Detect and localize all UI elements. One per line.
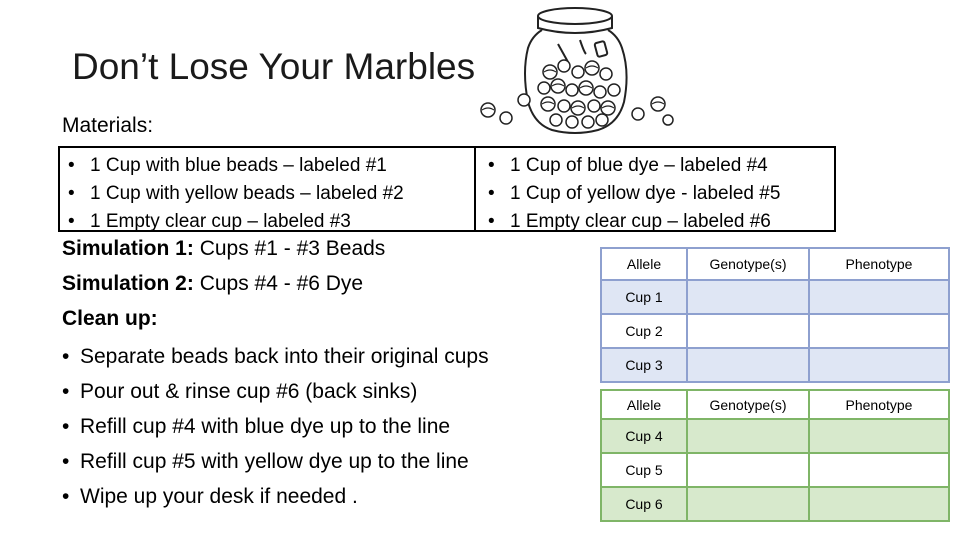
list-item: • Refill cup #4 with blue dye up to the line <box>62 409 489 444</box>
genotype-cell[interactable] <box>687 453 809 487</box>
table-header-row <box>601 248 949 280</box>
simulation-1-text: Cups #1 - #3 Beads <box>193 237 386 260</box>
table-row <box>601 419 949 453</box>
marble-jar-icon <box>472 2 682 142</box>
table-header-row <box>601 390 949 419</box>
table-row <box>601 453 949 487</box>
phenotype-cell[interactable] <box>809 314 949 348</box>
phenotype-cell[interactable] <box>809 348 949 382</box>
materials-box <box>58 146 836 232</box>
phenotype-cell[interactable] <box>809 419 949 453</box>
list-item: • 1 Empty clear cup – labeled #3 <box>68 208 404 236</box>
table-row <box>601 280 949 314</box>
column-header: Phenotype <box>809 248 949 280</box>
row-label: Cup 2 <box>601 314 687 348</box>
genotype-cell[interactable] <box>687 280 809 314</box>
list-item: • 1 Cup of yellow dye - labeled #5 <box>488 180 780 208</box>
list-item: • Wipe up your desk if needed . <box>62 479 489 514</box>
list-item: • Separate beads back into their original cups <box>62 339 489 374</box>
list-item: • 1 Cup with yellow beads – labeled #2 <box>68 180 404 208</box>
simulation-1-label: Simulation 1: <box>62 237 194 260</box>
simulation-1 <box>62 237 385 261</box>
materials-list-cups-dye <box>488 152 780 236</box>
table-row <box>601 487 949 521</box>
clean-up-label: Clean up: <box>62 307 158 330</box>
materials-label: Materials: <box>62 114 154 137</box>
genotype-cell[interactable] <box>687 314 809 348</box>
row-label: Cup 3 <box>601 348 687 382</box>
materials-divider <box>474 148 476 230</box>
simulation-2 <box>62 272 363 296</box>
row-label: Cup 1 <box>601 280 687 314</box>
column-header: Genotype(s) <box>687 390 809 419</box>
materials-list-cups-beads <box>68 152 404 236</box>
list-item: • 1 Cup with blue beads – labeled #1 <box>68 152 404 180</box>
column-header: Allele <box>601 390 687 419</box>
simulation-2-text: Cups #4 - #6 Dye <box>193 272 364 295</box>
genotype-cell[interactable] <box>687 487 809 521</box>
phenotype-cell[interactable] <box>809 280 949 314</box>
genotype-cell[interactable] <box>687 419 809 453</box>
list-item: • 1 Empty clear cup – labeled #6 <box>488 208 780 236</box>
row-label: Cup 4 <box>601 419 687 453</box>
clean-up-steps <box>62 339 489 514</box>
list-item: • Pour out & rinse cup #6 (back sinks) <box>62 374 489 409</box>
row-label: Cup 6 <box>601 487 687 521</box>
simulation-2-label: Simulation 2: <box>62 272 194 295</box>
genotype-cell[interactable] <box>687 348 809 382</box>
column-header: Phenotype <box>809 390 949 419</box>
genotype-table-dye <box>600 389 950 522</box>
column-header: Allele <box>601 248 687 280</box>
page-title: Don’t Lose Your Marbles <box>72 46 476 87</box>
list-item: • 1 Cup of blue dye – labeled #4 <box>488 152 780 180</box>
list-item: • Refill cup #5 with yellow dye up to the line <box>62 444 489 479</box>
column-header: Genotype(s) <box>687 248 809 280</box>
phenotype-cell[interactable] <box>809 487 949 521</box>
phenotype-cell[interactable] <box>809 453 949 487</box>
row-label: Cup 5 <box>601 453 687 487</box>
genotype-table-beads <box>600 247 950 383</box>
table-row <box>601 348 949 382</box>
table-row <box>601 314 949 348</box>
